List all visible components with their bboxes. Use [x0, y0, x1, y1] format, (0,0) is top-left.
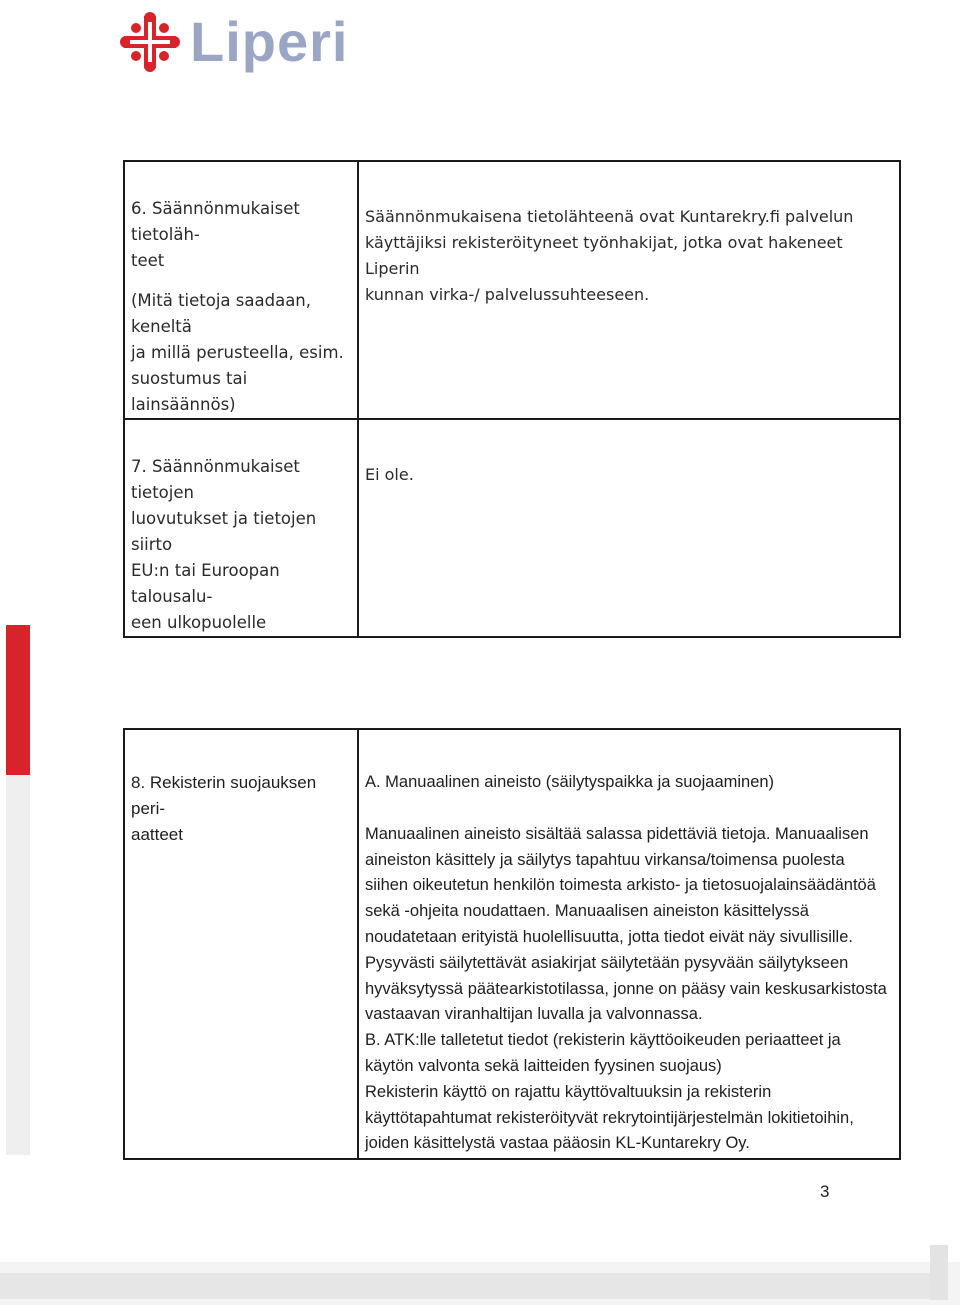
liperi-logo [120, 10, 350, 76]
section-7-title-end: een ulkopuolelle [131, 613, 267, 632]
section-8-line: Rekisterin käyttö on rajattu käyttövaltuuksin ja rekisterin [365, 1082, 772, 1101]
section-6-title: 6. Säännönmukaiset tietoläh- [131, 199, 300, 244]
section-6-subtitle: (Mitä tietoja saadaan, keneltä [131, 291, 312, 336]
section-6-body-end: kunnan virka-/ palvelussuhteeseen. [365, 285, 650, 304]
section-7-content-cell [358, 419, 900, 637]
section-8-line: sekä -ohjeita noudattaen. Manuaalisen aineiston käsittelyssä [365, 902, 809, 921]
section-8-line: Pysyvästi säilytettävät asiakirjat säilytetään pysyvään säilytykseen [365, 953, 849, 972]
logo-wordmark: Liperi [190, 10, 349, 73]
section-8-title-cont: aatteet [131, 825, 183, 844]
register-table-bottom [123, 728, 901, 1160]
section-8-line: noudatetaan erityistä huolellisuutta, jotta tiedot eivät näy sivullisille. [365, 927, 853, 946]
section-7-body: Ei ole. [365, 465, 414, 484]
section-7-title: 7. Säännönmukaiset tietojen [131, 457, 300, 502]
accent-bar-shadow [6, 775, 30, 1155]
section-7-heading-cell [124, 419, 358, 637]
paragraph-gap [365, 796, 893, 822]
section-8-line: siihen oikeutetun henkilön toimesta arkisto- ja tietosuojalainsäädäntöä [365, 876, 876, 895]
section-6-body: Säännönmukaisena tietolähteenä ovat Kuntarekry.fi palvelun [365, 207, 854, 226]
page-number: 3 [820, 1182, 830, 1201]
section-6-title-cont: teet [131, 251, 165, 270]
section-8-line: Manuaalinen aineisto sisältää salassa pidettäviä tietoja. Manuaalisen [365, 824, 869, 843]
section-8-line: vastaavan viranhaltijan luvalla ja valvonnassa. [365, 1005, 703, 1024]
section-8-content-cell [358, 729, 900, 1159]
footer-corner-mark [930, 1245, 948, 1300]
table-row-section-8 [124, 729, 900, 1159]
section-8-heading-cell [124, 729, 358, 1159]
table-row-section-6 [124, 161, 900, 419]
section-6-subtitle-cont: ja millä perusteella, esim. [131, 343, 344, 362]
register-table-top [123, 160, 901, 638]
section-8-line: joiden käsittelystä vastaa pääosin KL-Kuntarekry Oy. [365, 1134, 750, 1153]
section-8-line: B. ATK:lle talletetut tiedot (rekisterin käyttöoikeuden periaatteet ja [365, 1031, 841, 1050]
section-6-subtitle-end: suostumus tai lainsäännös) [131, 369, 248, 414]
section-8-line: hyväksytyssä päätearkistotilassa, jonne on pääsy vain keskusarkistosta [365, 979, 887, 998]
section-7-title-cont2: EU:n tai Euroopan talousalu- [131, 561, 280, 606]
section-6-content-cell [358, 161, 900, 419]
footer-line [0, 1273, 940, 1299]
section-8-line: A. Manuaalinen aineisto (säilytyspaikka ja suojaaminen) [365, 773, 775, 791]
section-7-title-cont: luovutukset ja tietojen siirto [131, 509, 317, 554]
section-8-line: aineiston käsittely ja säilytys tapahtuu virkansa/toimensa puolesta [365, 850, 845, 869]
section-6-body-cont: käyttäjiksi rekisteröityneet työnhakijat, jotka ovat hakeneet Liperin [365, 233, 843, 278]
section-8-title: 8. Rekisterin suojauksen peri- [131, 773, 317, 818]
section-8-line: käyttötapahtumat rekisteröityvät rekrytointijärjestelmän lokitietoihin, [365, 1108, 854, 1127]
cross-emblem-icon [120, 12, 180, 72]
section-6-heading-cell [124, 161, 358, 419]
table-row-section-7 [124, 419, 900, 637]
section-8-line: käytön valvonta sekä laitteiden fyysinen suojaus) [365, 1056, 722, 1075]
red-accent-bar [6, 625, 30, 775]
